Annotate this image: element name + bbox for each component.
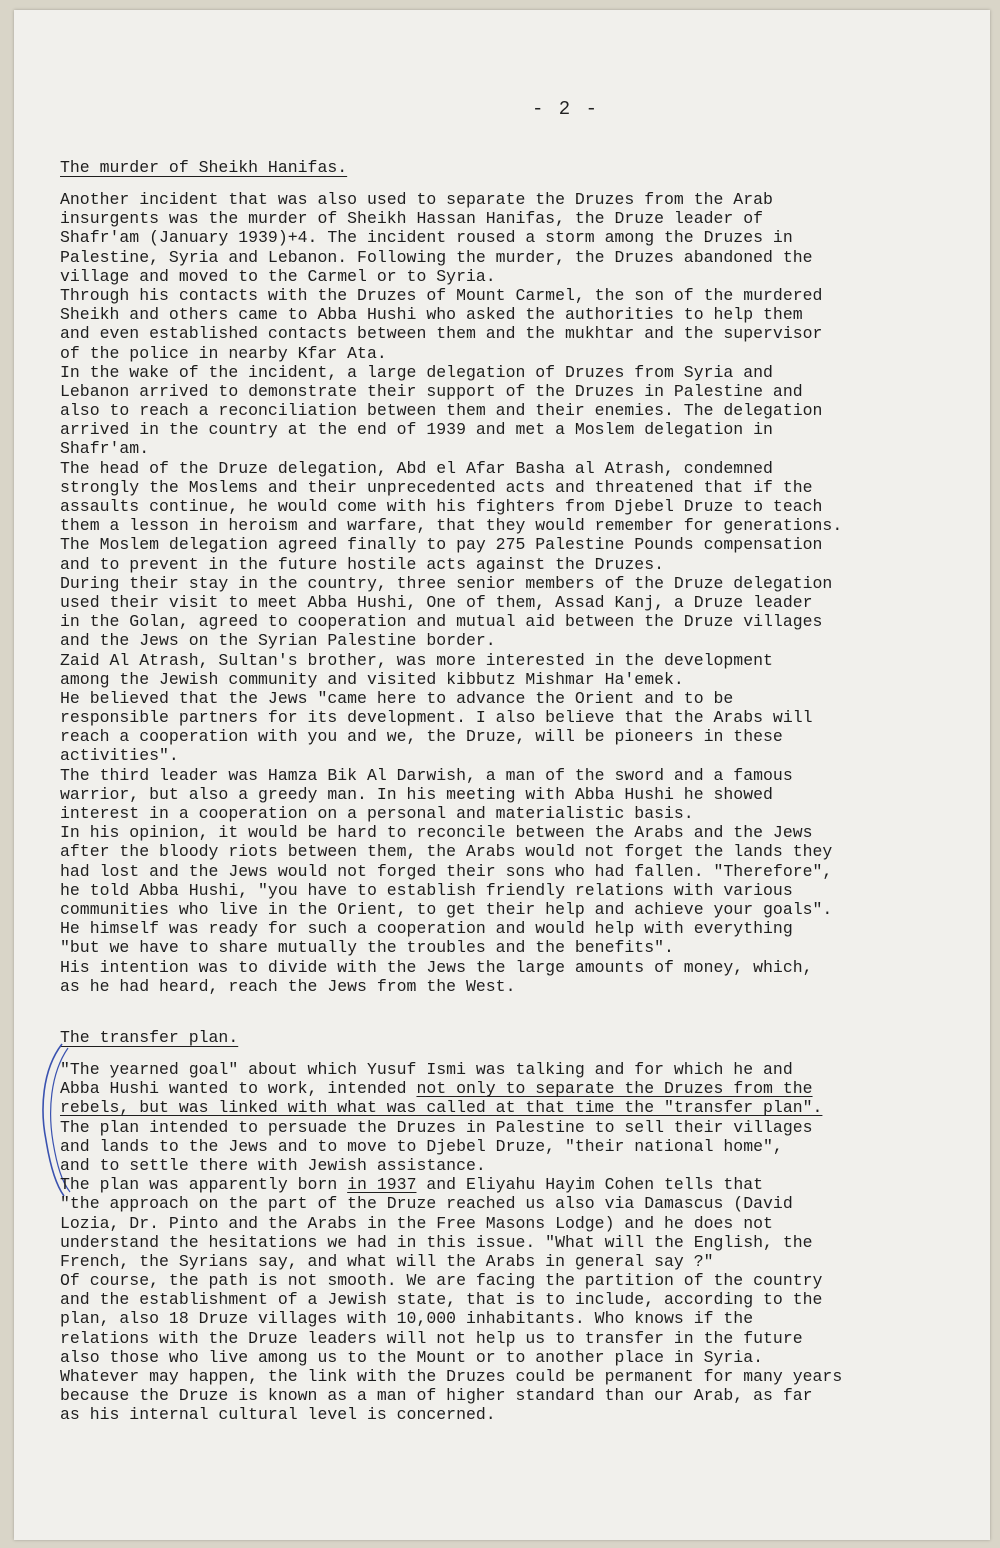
- underlined-span: rebels, but was linked with what was called at that time the "transfer plan".: [60, 1098, 823, 1118]
- text-line: Palestine, Syria and Lebanon. Following the murder, the Druzes abandoned the: [60, 247, 813, 267]
- text-line: also those who live among us to the Mount or to another place in Syria.: [60, 1347, 764, 1367]
- text-line: Sheikh and others came to Abba Hushi who asked the authorities to help them: [60, 305, 803, 325]
- text-line: "the approach on the part of the Druze reached us also via Damascus (David: [60, 1194, 793, 1214]
- text-line: he told Abba Hushi, "you have to establish friendly relations with various: [60, 880, 793, 900]
- text-line: and to prevent in the future hostile acts against the Druzes.: [60, 554, 664, 574]
- text-line: activities".: [60, 746, 179, 766]
- text-span: Abba Hushi wanted to work, intended: [60, 1079, 417, 1099]
- section-heading-murder: The murder of Sheikh Hanifas.: [60, 158, 348, 177]
- text-line: [60, 1175, 842, 1194]
- text-line: strongly the Moslems and their unprecedented acts and threatened that if the: [60, 477, 813, 497]
- text-line: also to reach a reconciliation between them and their enemies. The delegation: [60, 401, 823, 421]
- text-span: and Eliyahu Hayim Cohen tells that: [416, 1175, 764, 1195]
- text-line: reach a cooperation with you and we, the Druze, will be pioneers in these: [60, 727, 783, 747]
- text-line: Another incident that was also used to separate the Druzes from the Arab: [60, 190, 773, 209]
- text-line: as his internal cultural level is concerned.: [60, 1405, 496, 1425]
- text-line: [60, 1079, 842, 1098]
- text-line: Of course, the path is not smooth. We are facing the partition of the country: [60, 1271, 823, 1291]
- underlined-span: not only to separate the Druzes from the: [416, 1079, 813, 1099]
- text-line: and even established contacts between them and the mukhtar and the supervisor: [60, 324, 823, 344]
- text-line: after the bloody riots between them, the Arabs would not forget the lands they: [60, 842, 833, 862]
- text-line: warrior, but also a greedy man. In his meeting with Abba Hushi he showed: [60, 784, 773, 804]
- text-line: He believed that the Jews "came here to advance the Orient and to be: [60, 688, 734, 708]
- document-page: [14, 10, 990, 1540]
- text-line: used their visit to meet Abba Hushi, One of them, Assad Kanj, a Druze leader: [60, 592, 813, 612]
- section-heading-transfer: The transfer plan.: [60, 1028, 239, 1047]
- section-body-transfer-rest: [60, 1194, 842, 1424]
- text-line: "but we have to share mutually the troubles and the benefits".: [60, 938, 674, 958]
- text-line: village and moved to the Carmel or to Syria.: [60, 266, 496, 286]
- underlined-span: in 1937: [347, 1175, 417, 1195]
- text-line: In the wake of the incident, a large delegation of Druzes from Syria and: [60, 362, 773, 382]
- text-line: In his opinion, it would be hard to reconcile between the Arabs and the Jews: [60, 823, 813, 843]
- text-line: insurgents was the murder of Sheikh Hassan Hanifas, the Druze leader of: [60, 209, 764, 229]
- text-line: assaults continue, he would come with his fighters from Djebel Druze to teach: [60, 497, 823, 516]
- text-line: [60, 1098, 842, 1117]
- text-line: them a lesson in heroism and warfare, that they would remember for generations.: [60, 516, 843, 536]
- text-line: During their stay in the country, three senior members of the Druze delegation: [60, 573, 833, 593]
- text-line: and the establishment of a Jewish state, that is to include, according to the: [60, 1290, 823, 1310]
- text-line: The Moslem delegation agreed finally to pay 275 Palestine Pounds compensation: [60, 535, 823, 555]
- text-line: Lebanon arrived to demonstrate their support of the Druzes in Palestine and: [60, 381, 803, 401]
- text-line: plan, also 18 Druze villages with 10,000 inhabitants. Who knows if the: [60, 1309, 754, 1329]
- text-line: arrived in the country at the end of 1939 and met a Moslem delegation in: [60, 420, 773, 440]
- text-line: The head of the Druze delegation, Abd el Afar Basha al Atrash, condemned: [60, 458, 773, 478]
- text-line: and lands to the Jews and to move to Djebel Druze, "their national home",: [60, 1136, 783, 1156]
- text-line: Lozia, Dr. Pinto and the Arabs in the Free Masons Lodge) and he does not: [60, 1213, 773, 1233]
- text-line: had lost and the Jews would not forged their sons who had fallen. "Therefore",: [60, 861, 833, 881]
- section-body-transfer: [60, 1060, 842, 1425]
- text-line: responsible partners for its development. I also believe that the Arabs will: [60, 708, 813, 728]
- text-line: because the Druze is known as a man of higher standard than our Arab, as far: [60, 1386, 813, 1406]
- text-line: Through his contacts with the Druzes of Mount Carmel, the son of the murdered: [60, 285, 823, 305]
- text-line: interest in a cooperation on a personal and materialistic basis.: [60, 804, 694, 823]
- text-line: and the Jews on the Syrian Palestine border.: [60, 631, 496, 651]
- text-line: The plan intended to persuade the Druzes in Palestine to sell their villages: [60, 1117, 813, 1137]
- page-number: - 2 -: [532, 98, 600, 120]
- text-line: Shafr'am (January 1939)+4. The incident roused a storm among the Druzes in: [60, 228, 793, 248]
- text-line: understand the hesitations we had in this issue. "What will the English, the: [60, 1232, 813, 1252]
- text-line: and to settle there with Jewish assistance.: [60, 1155, 486, 1175]
- text-line: relations with the Druze leaders will not help us to transfer in the future: [60, 1328, 803, 1348]
- text-line: in the Golan, agreed to cooperation and mutual aid between the Druze villages: [60, 612, 823, 632]
- text-line: communities who live in the Orient, to get their help and achieve your goals".: [60, 899, 833, 919]
- text-line: Whatever may happen, the link with the Druzes could be permanent for many years: [60, 1367, 843, 1386]
- text-line: as he had heard, reach the Jews from the West.: [60, 976, 516, 996]
- section-body-murder: [60, 190, 842, 996]
- text-line: His intention was to divide with the Jews the large amounts of money, which,: [60, 957, 813, 977]
- text-line: "The yearned goal" about which Yusuf Ismi was talking and for which he and: [60, 1060, 793, 1079]
- text-line: French, the Syrians say, and what will the Arabs in general say ?": [60, 1251, 714, 1271]
- text-span: The plan was apparently born: [60, 1175, 348, 1195]
- text-line: The third leader was Hamza Bik Al Darwish, a man of the sword and a famous: [60, 765, 793, 785]
- text-line: Shafr'am.: [60, 439, 150, 459]
- text-line: He himself was ready for such a cooperation and would help with everything: [60, 919, 793, 939]
- text-line: Zaid Al Atrash, Sultan's brother, was more interested in the development: [60, 650, 773, 670]
- text-line: of the police in nearby Kfar Ata.: [60, 343, 387, 363]
- text-line: among the Jewish community and visited kibbutz Mishmar Ha'emek.: [60, 669, 684, 689]
